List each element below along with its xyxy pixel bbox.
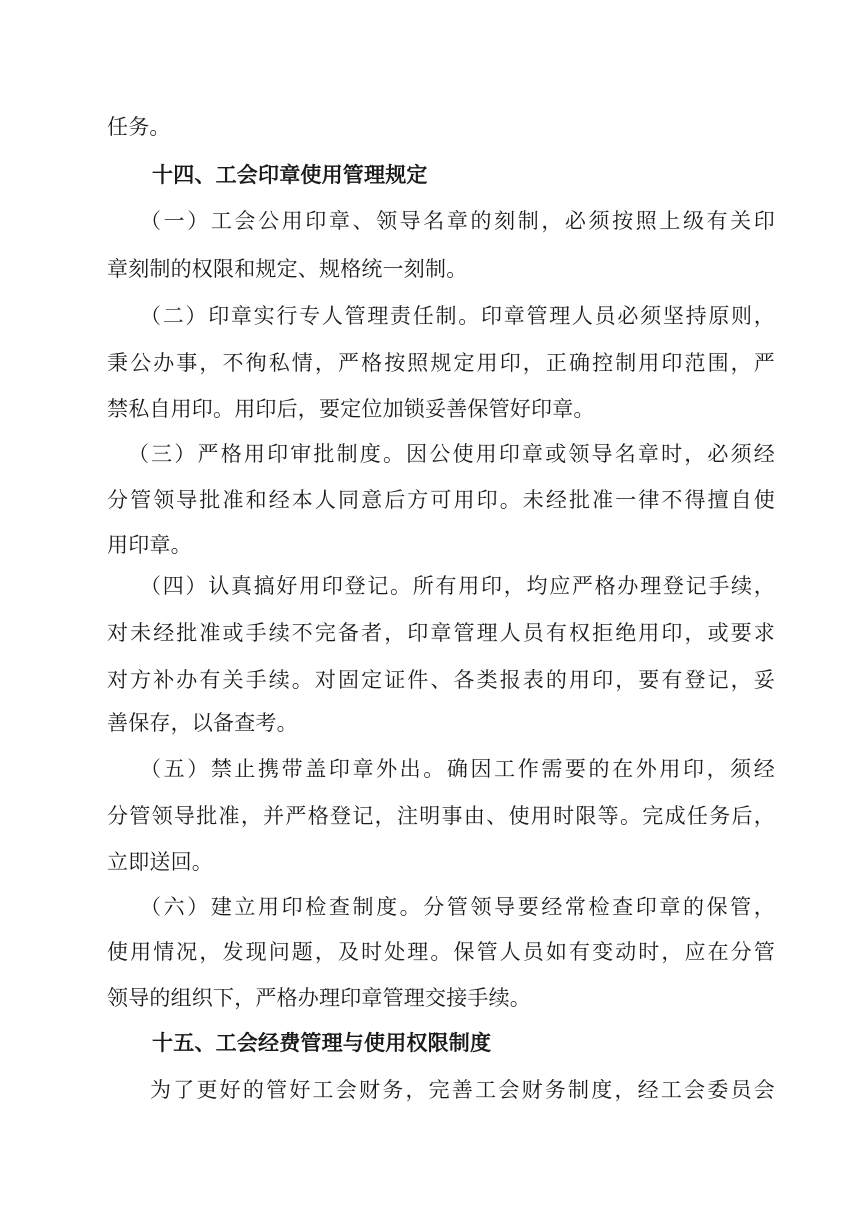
paragraph-line: 用印章。 (107, 533, 192, 557)
paragraph-line: 对方补办有关手续。对固定证件、各类报表的用印，要有登记，妥 (107, 668, 775, 692)
paragraph-line: （六）建立用印检查制度。分管领导要经常检查印章的保管， (140, 895, 775, 919)
paragraph-line: （二）印章实行专人管理责任制。印章管理人员必须坚持原则， (140, 304, 775, 328)
text-line: 任务。 (107, 115, 171, 139)
paragraph-line: 使用情况，发现问题，及时处理。保管人员如有变动时，应在分管 (107, 940, 775, 964)
section-heading: 十四、工会印章使用管理规定 (152, 163, 428, 187)
paragraph-line: 为了更好的管好工会财务，完善工会财务制度，经工会委员会 (150, 1078, 775, 1102)
paragraph-line: （五）禁止携带盖印章外出。确因工作需要的在外用印，须经 (140, 757, 775, 781)
paragraph-line: 章刻制的权限和规定、规格统一刻制。 (107, 257, 468, 281)
paragraph-line: 分管领导批准，并严格登记，注明事由、使用时限等。完成任务后， (107, 804, 775, 828)
paragraph-line: 善保存，以备查考。 (107, 711, 298, 735)
paragraph-line: （四）认真搞好用印登记。所有用印，均应严格办理登记手续， (140, 574, 775, 598)
paragraph-line: 秉公办事，不徇私情，严格按照规定用印，正确控制用印范围，严 (107, 351, 775, 375)
paragraph-line: 对未经批准或手续不完备者，印章管理人员有权拒绝用印，或要求 (107, 621, 775, 645)
section-heading: 十五、工会经费管理与使用权限制度 (152, 1031, 492, 1055)
paragraph-line: 分管领导批准和经本人同意后方可用印。未经批准一律不得擅自使 (107, 488, 775, 512)
paragraph-line: 立即送回。 (107, 850, 213, 874)
paragraph-line: （一）工会公用印章、领导名章的刻制，必须按照上级有关印 (140, 209, 775, 233)
paragraph-line: 领导的组织下，严格办理印章管理交接手续。 (107, 986, 531, 1010)
paragraph-line: 禁私自用印。用印后，要定位加锁妥善保管好印章。 (107, 397, 595, 421)
paragraph-line: （三）严格用印审批制度。因公使用印章或领导名章时，必须经 (128, 442, 775, 466)
